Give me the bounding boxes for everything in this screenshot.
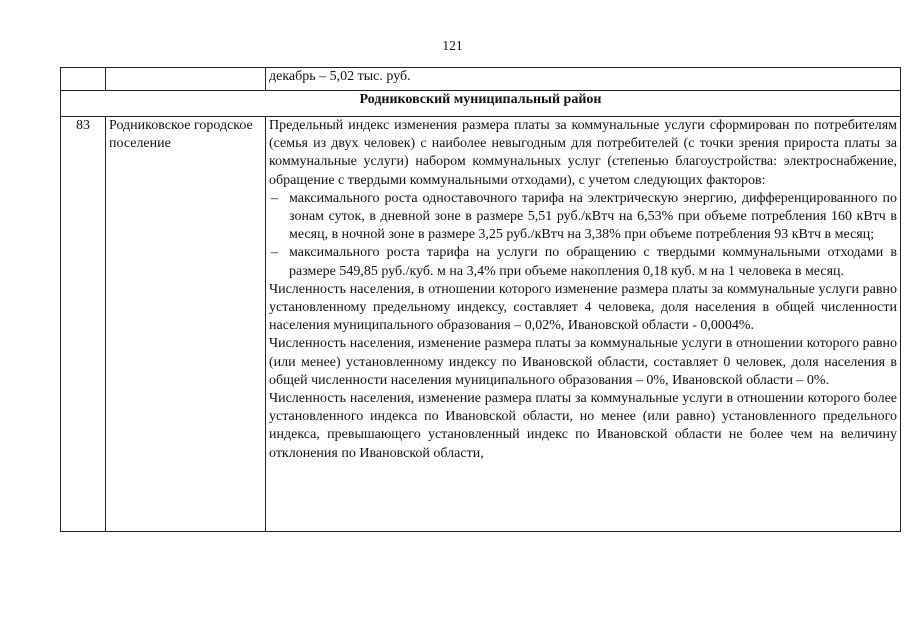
bullet-dash: – (271, 245, 278, 261)
settlement-name: Родниковское городское поселение (106, 117, 266, 532)
population-paragraph: Численность населения, изменение размера платы за коммунальные услуги в отношении которого равно (или менее) установленному индексу по Ивановской области, составляет 0 человек, доля населения в общей численности населения муниципального образования – 0%, Ивановской области – 0%. (269, 336, 897, 388)
cell-text: декабрь – 5,02 тыс. руб. (266, 68, 901, 91)
bullet-text: максимального роста одноставочного тарифа на электрическую энергию, дифференцированного по зонам суток, в дневной зоне в размере 5,51 руб./кВтч на 6,53% при объеме потребления 160 кВтч в месяц, в ночной зоне в размере 3,25 руб./кВтч на 3,38% при объеме потребления 93 кВтч в месяц; (289, 190, 897, 243)
bullet-item (269, 244, 897, 280)
row-description (266, 117, 901, 532)
district-heading-row (61, 91, 901, 117)
population-paragraph: Численность населения, в отношении которого изменение размера платы за коммунальные услуги равно установленному предельному индексу, составляет 4 человека, доля населения в общей численности населения муниципального образования – 0,02%, Ивановской области - 0,0004%. (269, 281, 897, 334)
bullet-dash: – (271, 190, 278, 206)
row-number: 83 (61, 117, 106, 532)
cell-name (106, 68, 266, 91)
bullet-text: максимального роста тарифа на услуги по обращению с твердыми коммунальными отходами в размере 549,85 руб./куб. м на 3,4% при объеме накопления 0,18 куб. м на 1 человека в месяц. (289, 245, 897, 279)
table-row-continuation (61, 68, 901, 91)
document-table (60, 67, 901, 532)
cell-number (61, 68, 106, 91)
description-body (269, 117, 897, 531)
population-paragraph: Численность населения, изменение размера платы за коммунальные услуги в отношении которого более установленного индекса по Ивановской области, но менее (или равно) установленного предельного индекса, превышающего установленный индекс по Ивановской области не более чем на величину отклонения по Ивановской области, (269, 391, 897, 461)
table-row (61, 117, 901, 532)
intro-paragraph: Предельный индекс изменения размера платы за коммунальные услуги сформирован по потребителям (семья из двух человек) с наиболее невыгодным для потребителей (с точки зрения прироста платы за коммунальные услуги) набором коммунальных услуг (степенью благоустройства: электроснабжение, обращение с твердыми коммунальными отходами), с учетом следующих факторов: (269, 118, 897, 188)
district-heading: Родниковский муниципальный район (61, 91, 901, 117)
page-number: 121 (442, 38, 463, 53)
bullet-item (269, 190, 897, 245)
